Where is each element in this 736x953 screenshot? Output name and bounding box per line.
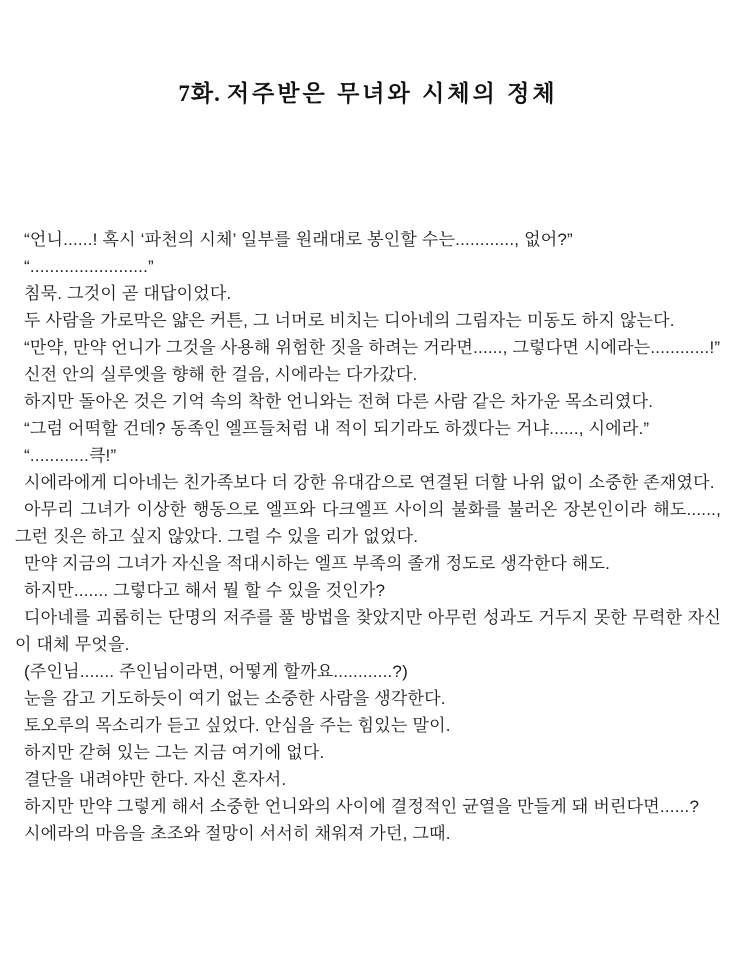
- paragraph: 하지만 갇혀 있는 그는 지금 여기에 없다.: [24, 743, 325, 762]
- paragraph: 침묵. 그것이 곧 대답이었다.: [24, 284, 232, 303]
- chapter-name: 저주받은 무녀와 시체의 정체: [226, 80, 558, 106]
- paragraph: “............큭!”: [24, 446, 117, 465]
- paragraph: 아무리 그녀가 이상한 행동으로 엘프와 다크엘프 사이의 불화를 불러온 장본인이라 해도......, 그런 짓은 하고 싶지 않았다. 그럴 수 있을 리가 없었다.: [15, 500, 721, 546]
- paragraph: 하지만 만약 그렇게 해서 소중한 언니와의 사이에 결정적인 균열을 만들게 돼 버린다면......?: [24, 797, 700, 816]
- paragraph: 결단을 내려야만 한다. 자신 혼자서.: [24, 770, 287, 789]
- paragraph: 시에라에게 디아네는 친가족보다 더 강한 유대감으로 연결된 더할 나위 없이 소중한 존재였다.: [24, 473, 715, 492]
- paragraph: “........................”: [24, 257, 154, 276]
- paragraph: 하지만 돌아온 것은 기억 속의 착한 언니와는 전혀 다른 사람 같은 차가운 목소리였다.: [24, 392, 654, 411]
- paragraph: 만약 지금의 그녀가 자신을 적대시하는 엘프 부족의 졸개 정도로 생각한다 해도.: [24, 554, 611, 573]
- paragraph: “언니......! 혹시 ‘파천의 시체’ 일부를 원래대로 봉인할 수는............, 없어?”: [24, 230, 573, 249]
- paragraph: 신전 안의 실루엣을 향해 한 걸음, 시에라는 다가갔다.: [24, 365, 418, 384]
- chapter-title: [0, 0, 736, 109]
- paragraph: 하지만....... 그렇다고 해서 뭘 할 수 있을 것인가?: [24, 581, 386, 600]
- paragraph: 시에라의 마음을 초조와 절망이 서서히 채워져 가던, 그때.: [24, 824, 451, 843]
- paragraph: “그럼 어떡할 건데? 동족인 엘프들처럼 내 적이 되기라도 하겠다는 거냐......, 시에라.”: [24, 419, 650, 438]
- paragraph: 두 사람을 가로막은 얇은 커튼, 그 너머로 비치는 디아네의 그림자는 미동도 하지 않는다.: [24, 311, 675, 330]
- paragraph: 디아네를 괴롭히는 단명의 저주를 풀 방법을 찾았지만 아무런 성과도 거두지 못한 무력한 자신이 대체 무엇을.: [15, 608, 721, 654]
- paragraph: 토오루의 목소리가 듣고 싶었다. 안심을 주는 힘있는 말이.: [24, 716, 451, 735]
- paragraph: 눈을 감고 기도하듯이 여기 없는 소중한 사람을 생각한다.: [24, 689, 446, 708]
- paragraph: “만약, 만약 언니가 그것을 사용해 위험한 짓을 하려는 거라면......, 그렇다면 시에라는............!”: [24, 338, 721, 357]
- chapter-number: 7화.: [178, 81, 221, 106]
- paragraph: (주인님....... 주인님이라면, 어떻게 할까요............?): [24, 662, 408, 681]
- novel-body: [0, 226, 736, 847]
